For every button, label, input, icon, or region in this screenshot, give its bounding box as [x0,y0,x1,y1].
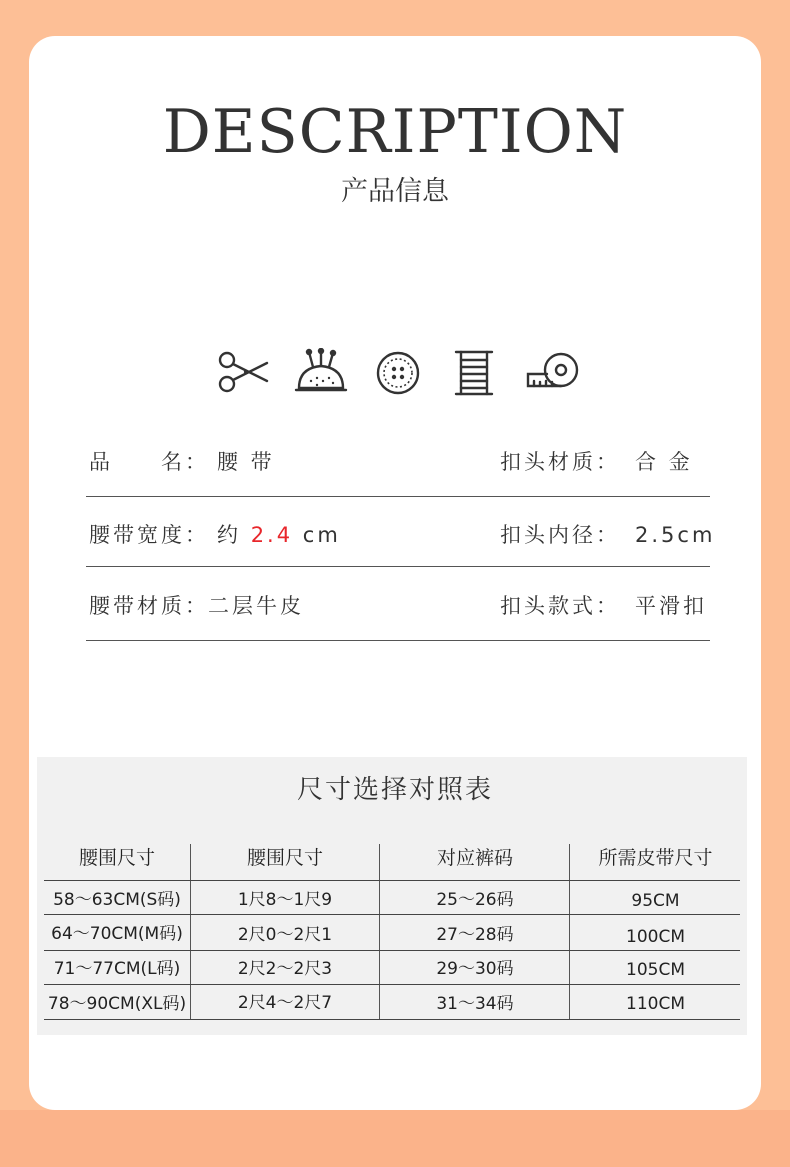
belt-width-prefix: 约 [217,523,251,547]
table-cell: 31～34码 [436,994,514,1014]
buckle-inner-label: 扣头内径： [500,523,620,547]
buckle-inner-value: 2.5cm [635,523,716,547]
buckle-material-label: 扣头材质： [500,450,620,474]
table-cell: 100CM [626,927,685,947]
table-cell: 2尺4～2尺7 [237,993,333,1013]
scissors-icon [215,348,271,398]
table-cell: 110CM [626,994,685,1014]
belt-width-unit: cm [293,523,341,547]
header-waist-chi: 腰围尺寸 [246,847,323,869]
table-cell: 2尺0～2尺1 [237,925,333,945]
table-rule [44,1019,740,1020]
belt-width-label: 腰带宽度： [89,523,209,547]
page-subtitle: 产品信息 [341,176,449,207]
belt-material-value: 二层牛皮 [208,594,304,618]
product-name-label: 品 名： [89,450,209,474]
column-divider [190,844,191,1020]
column-divider [379,844,380,1020]
thread-spool-icon [447,348,503,398]
buckle-material-value: 合 金 [635,450,693,474]
tape-measure-icon [525,348,581,398]
table-cell: 29～30码 [436,959,514,979]
table-rule [44,984,740,985]
buckle-style-label: 扣头款式： [500,594,620,618]
table-cell: 25～26码 [436,890,514,910]
table-rule [44,914,740,915]
belt-width-value [217,520,341,550]
table-cell: 64～70CM(M码) [51,924,183,944]
table-cell: 71～77CM(L码) [53,959,181,979]
page-title: DESCRIPTION [162,97,628,167]
belt-material-label: 腰带材质： [89,594,209,618]
button-icon [370,348,426,398]
row-divider [86,496,710,497]
table-rule [44,880,740,881]
table-cell: 95CM [631,891,680,911]
row-divider [86,566,710,567]
table-cell: 2尺2～2尺3 [237,959,333,979]
table-cell: 78～90CM(XL码) [47,994,187,1014]
table-cell: 1尺8～1尺9 [237,890,333,910]
bottom-strip [0,1110,790,1167]
size-table-title: 尺寸选择对照表 [296,775,493,805]
table-cell: 105CM [626,960,685,980]
row-divider [86,640,710,641]
header-waist-cm: 腰围尺寸 [78,847,155,869]
table-cell: 58～63CM(S码) [53,890,181,910]
pincushion-icon [293,348,349,398]
table-cell: 27～28码 [436,925,514,945]
buckle-style-value: 平滑扣 [635,594,707,618]
table-rule [44,950,740,951]
header-belt-length: 所需皮带尺寸 [598,847,713,869]
header-pants-size: 对应裤码 [436,847,513,869]
product-name-value: 腰 带 [217,450,275,474]
column-divider [569,844,570,1020]
belt-width-number: 2.4 [250,523,294,547]
